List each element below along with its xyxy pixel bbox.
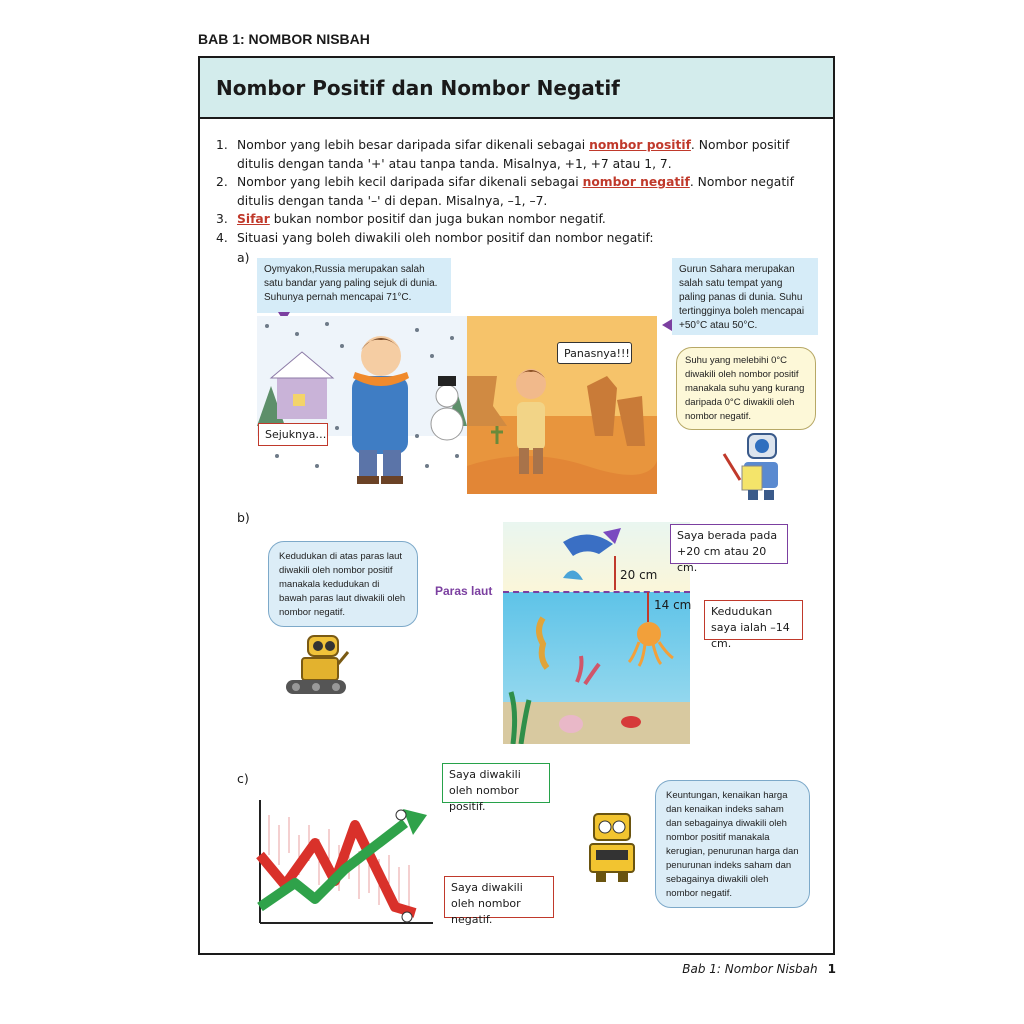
robot-icon (584, 812, 640, 891)
title-bar (200, 58, 833, 119)
point-text: . Nombor positif ditulis dengan tanda '+' atau tanpa tanda. Misalnya, +1, +7 atau 1, 7. (237, 138, 790, 171)
point-number: 3. (216, 212, 228, 226)
pointer-arrow-icon (662, 319, 672, 331)
robot-temperature-note: Suhu yang melebihi 0°C diwakili oleh nombor positif manakala suhu yang kurang daripada 0°C diwakili oleh nombor negatif. (676, 347, 816, 430)
point-keyword: nombor negatif (582, 175, 690, 189)
hot-fact-note: Gurun Sahara merupakan salah satu tempat yang paling panas di dunia. Suhu tertingginya boleh mencapai +50°C atau 50°C. (672, 258, 818, 335)
up-distance-label: 20 cm (620, 568, 658, 582)
footer-chapter: Bab 1: Nombor Nisbah (682, 962, 818, 976)
page-title: Nombor Positif dan Nombor Negatif (216, 76, 620, 100)
sea-level-label: Paras laut (435, 584, 493, 598)
down-arrow-line (647, 592, 649, 622)
cold-speech: Sejuknya… (258, 423, 328, 446)
negative-speech: Saya diwakili oleh nombor negatif. (444, 876, 554, 918)
point-keyword: nombor positif (589, 138, 691, 152)
point-text: bukan nombor positif dan juga bukan nombor negatif. (269, 212, 606, 226)
point-text: Situasi yang boleh diwakili oleh nombor positif dan nombor negatif: (237, 231, 654, 245)
point-keyword: Sifar (237, 212, 270, 226)
robot-sea-level-note: Kedudukan di atas paras laut diwakili oleh nombor positif manakala kedudukan di bawah paras laut diwakili oleh nombor negatif. (268, 541, 418, 627)
point-text: Nombor yang lebih besar daripada sifar dikenali sebagai (237, 138, 590, 152)
up-arrow-line (614, 556, 616, 590)
section-c-label: c) (237, 771, 249, 786)
chapter-heading: BAB 1: NOMBOR NISBAH (198, 31, 370, 47)
robot-icon (722, 432, 788, 507)
octopus-speech: Kedudukan saya ialah –14 cm. (704, 600, 803, 640)
hot-speech: Panasnya!!! (557, 342, 632, 364)
point-text: . Nombor negatif ditulis dengan tanda '–' di depan. Misalnya, –1, –7. (237, 175, 794, 208)
robot-economy-note: Keuntungan, kenaikan harga dan kenaikan indeks saham dan sebagainya diwakili oleh nombor positif manakala kerugian, penurunan harga dan penurunan indeks saham dan sebagainya diwakili oleh nombor negatif. (655, 780, 810, 908)
robot-icon (282, 630, 352, 703)
page-footer (682, 962, 836, 976)
cold-scene-illustration (257, 316, 467, 494)
down-distance-label: 14 cm (654, 598, 692, 612)
point-number: 1. (216, 138, 228, 152)
stock-chart-illustration (255, 795, 435, 937)
point-number: 4. (216, 231, 228, 245)
point-text: Nombor yang lebih kecil daripada sifar dikenali sebagai (237, 175, 583, 189)
cold-fact-note: Oymyakon,Russia merupakan salah satu bandar yang paling sejuk di dunia. Suhunya pernah mencapai 71°C. (257, 258, 451, 313)
positive-speech: Saya diwakili oleh nombor positif. (442, 763, 550, 803)
sea-level-line (503, 591, 690, 593)
page-number: 1 (827, 962, 836, 976)
sea-illustration (503, 522, 690, 744)
point-number: 2. (216, 175, 228, 189)
section-a-label: a) (237, 250, 250, 265)
fish-speech: Saya berada pada +20 cm atau 20 cm. (670, 524, 788, 564)
section-b-label: b) (237, 510, 250, 525)
